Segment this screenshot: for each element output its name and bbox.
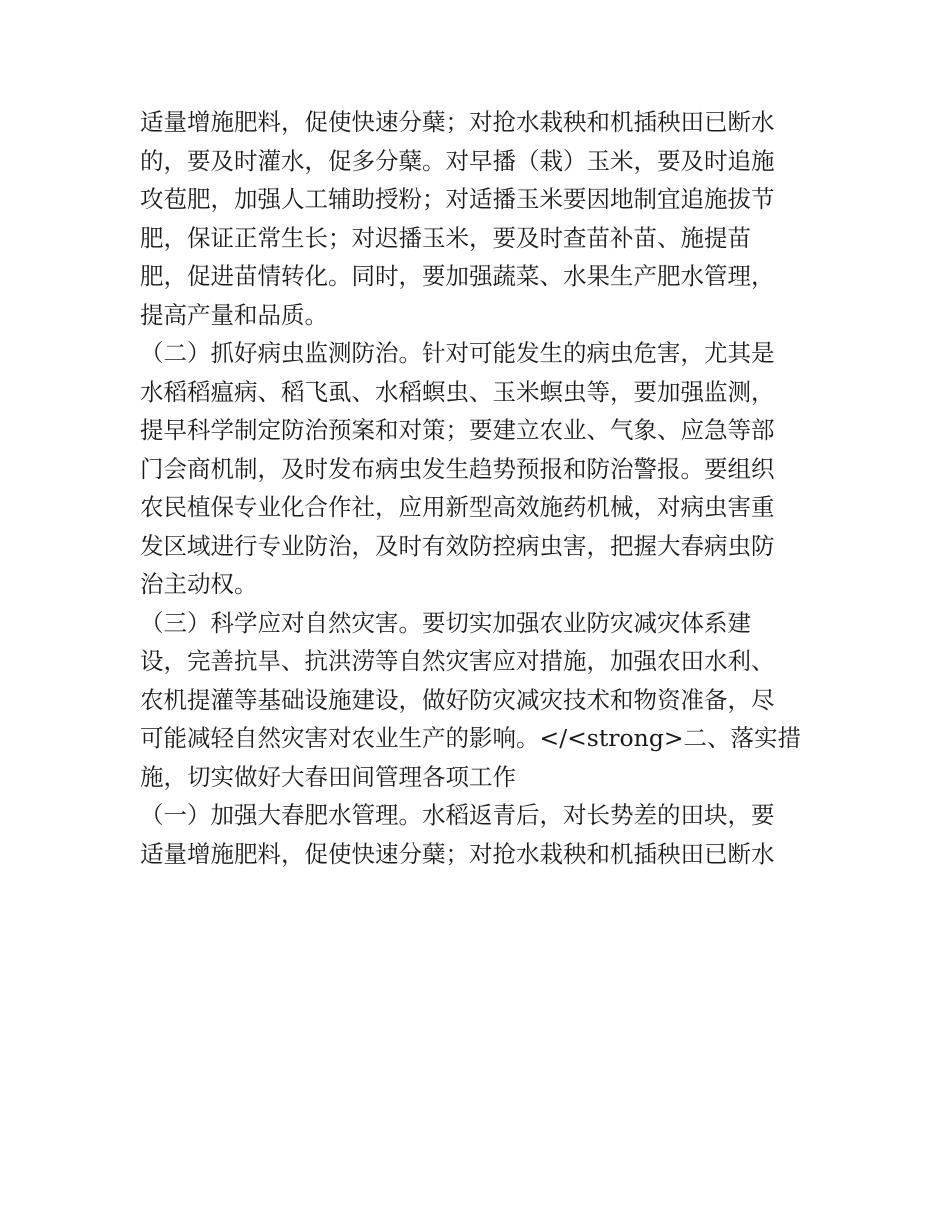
text-line: 治主动权。 <box>140 570 258 598</box>
text-line: 门会商机制，及时发布病虫发生趋势预报和防治警报。要组织 <box>140 454 775 483</box>
text-line: 设，完善抗旱、抗洪涝等自然灾害应对措施，加强农田水利、 <box>140 647 775 675</box>
text-line: 提高产量和品质。 <box>140 300 328 329</box>
text-line: 适量增施肥料，促使快速分蘖；对抢水栽秧和机插秧田已断水 <box>140 108 775 136</box>
paragraph-fertilizer-management <box>140 103 812 334</box>
text-line: （三）科学应对自然灾害。要切实加强农业防灾减灾体系建 <box>140 608 751 637</box>
text-line: 发区域进行专业防治，及时有效防控病虫害，把握大春病虫防 <box>140 531 775 560</box>
text-line: 水稻稻瘟病、稻飞虱、水稻螟虫、玉米螟虫等，要加强监测， <box>140 377 775 406</box>
text-line: 肥，保证正常生长；对迟播玉米，要及时查苗补苗、施提苗 <box>140 223 751 252</box>
text-line: 肥，促进苗情转化。同时，要加强蔬菜、水果生产肥水管理， <box>140 262 775 290</box>
paragraph-natural-disasters <box>140 604 812 797</box>
document-page <box>140 103 812 873</box>
text-line: 可能减轻自然灾害对农业生产的影响。</<strong>二、落实措 <box>140 724 802 752</box>
text-line: 的，要及时灌水，促多分蘖。对早播（栽）玉米，要及时追施 <box>140 146 775 175</box>
text-line: 农机提灌等基础设施建设，做好防灾减灾技术和物资准备，尽 <box>140 685 775 714</box>
text-line: 农民植保专业化合作社，应用新型高效施药机械，对病虫害重 <box>140 493 775 521</box>
paragraph-pest-monitoring <box>140 334 812 604</box>
text-line: 施，切实做好大春田间管理各项工作 <box>140 762 516 791</box>
paragraph-fertilizer-management-repeat <box>140 796 812 873</box>
text-line: （一）加强大春肥水管理。水稻返青后，对长势差的田块，要 <box>140 801 775 829</box>
text-line: （二）抓好病虫监测防治。针对可能发生的病虫危害，尤其是 <box>140 339 775 367</box>
text-line: 攻苞肥，加强人工辅助授粉；对适播玉米要因地制宜追施拔节 <box>140 185 775 213</box>
text-line: 提早科学制定防治预案和对策；要建立农业、气象、应急等部 <box>140 416 775 444</box>
text-line: 适量增施肥料，促使快速分蘖；对抢水栽秧和机插秧田已断水 <box>140 839 775 868</box>
